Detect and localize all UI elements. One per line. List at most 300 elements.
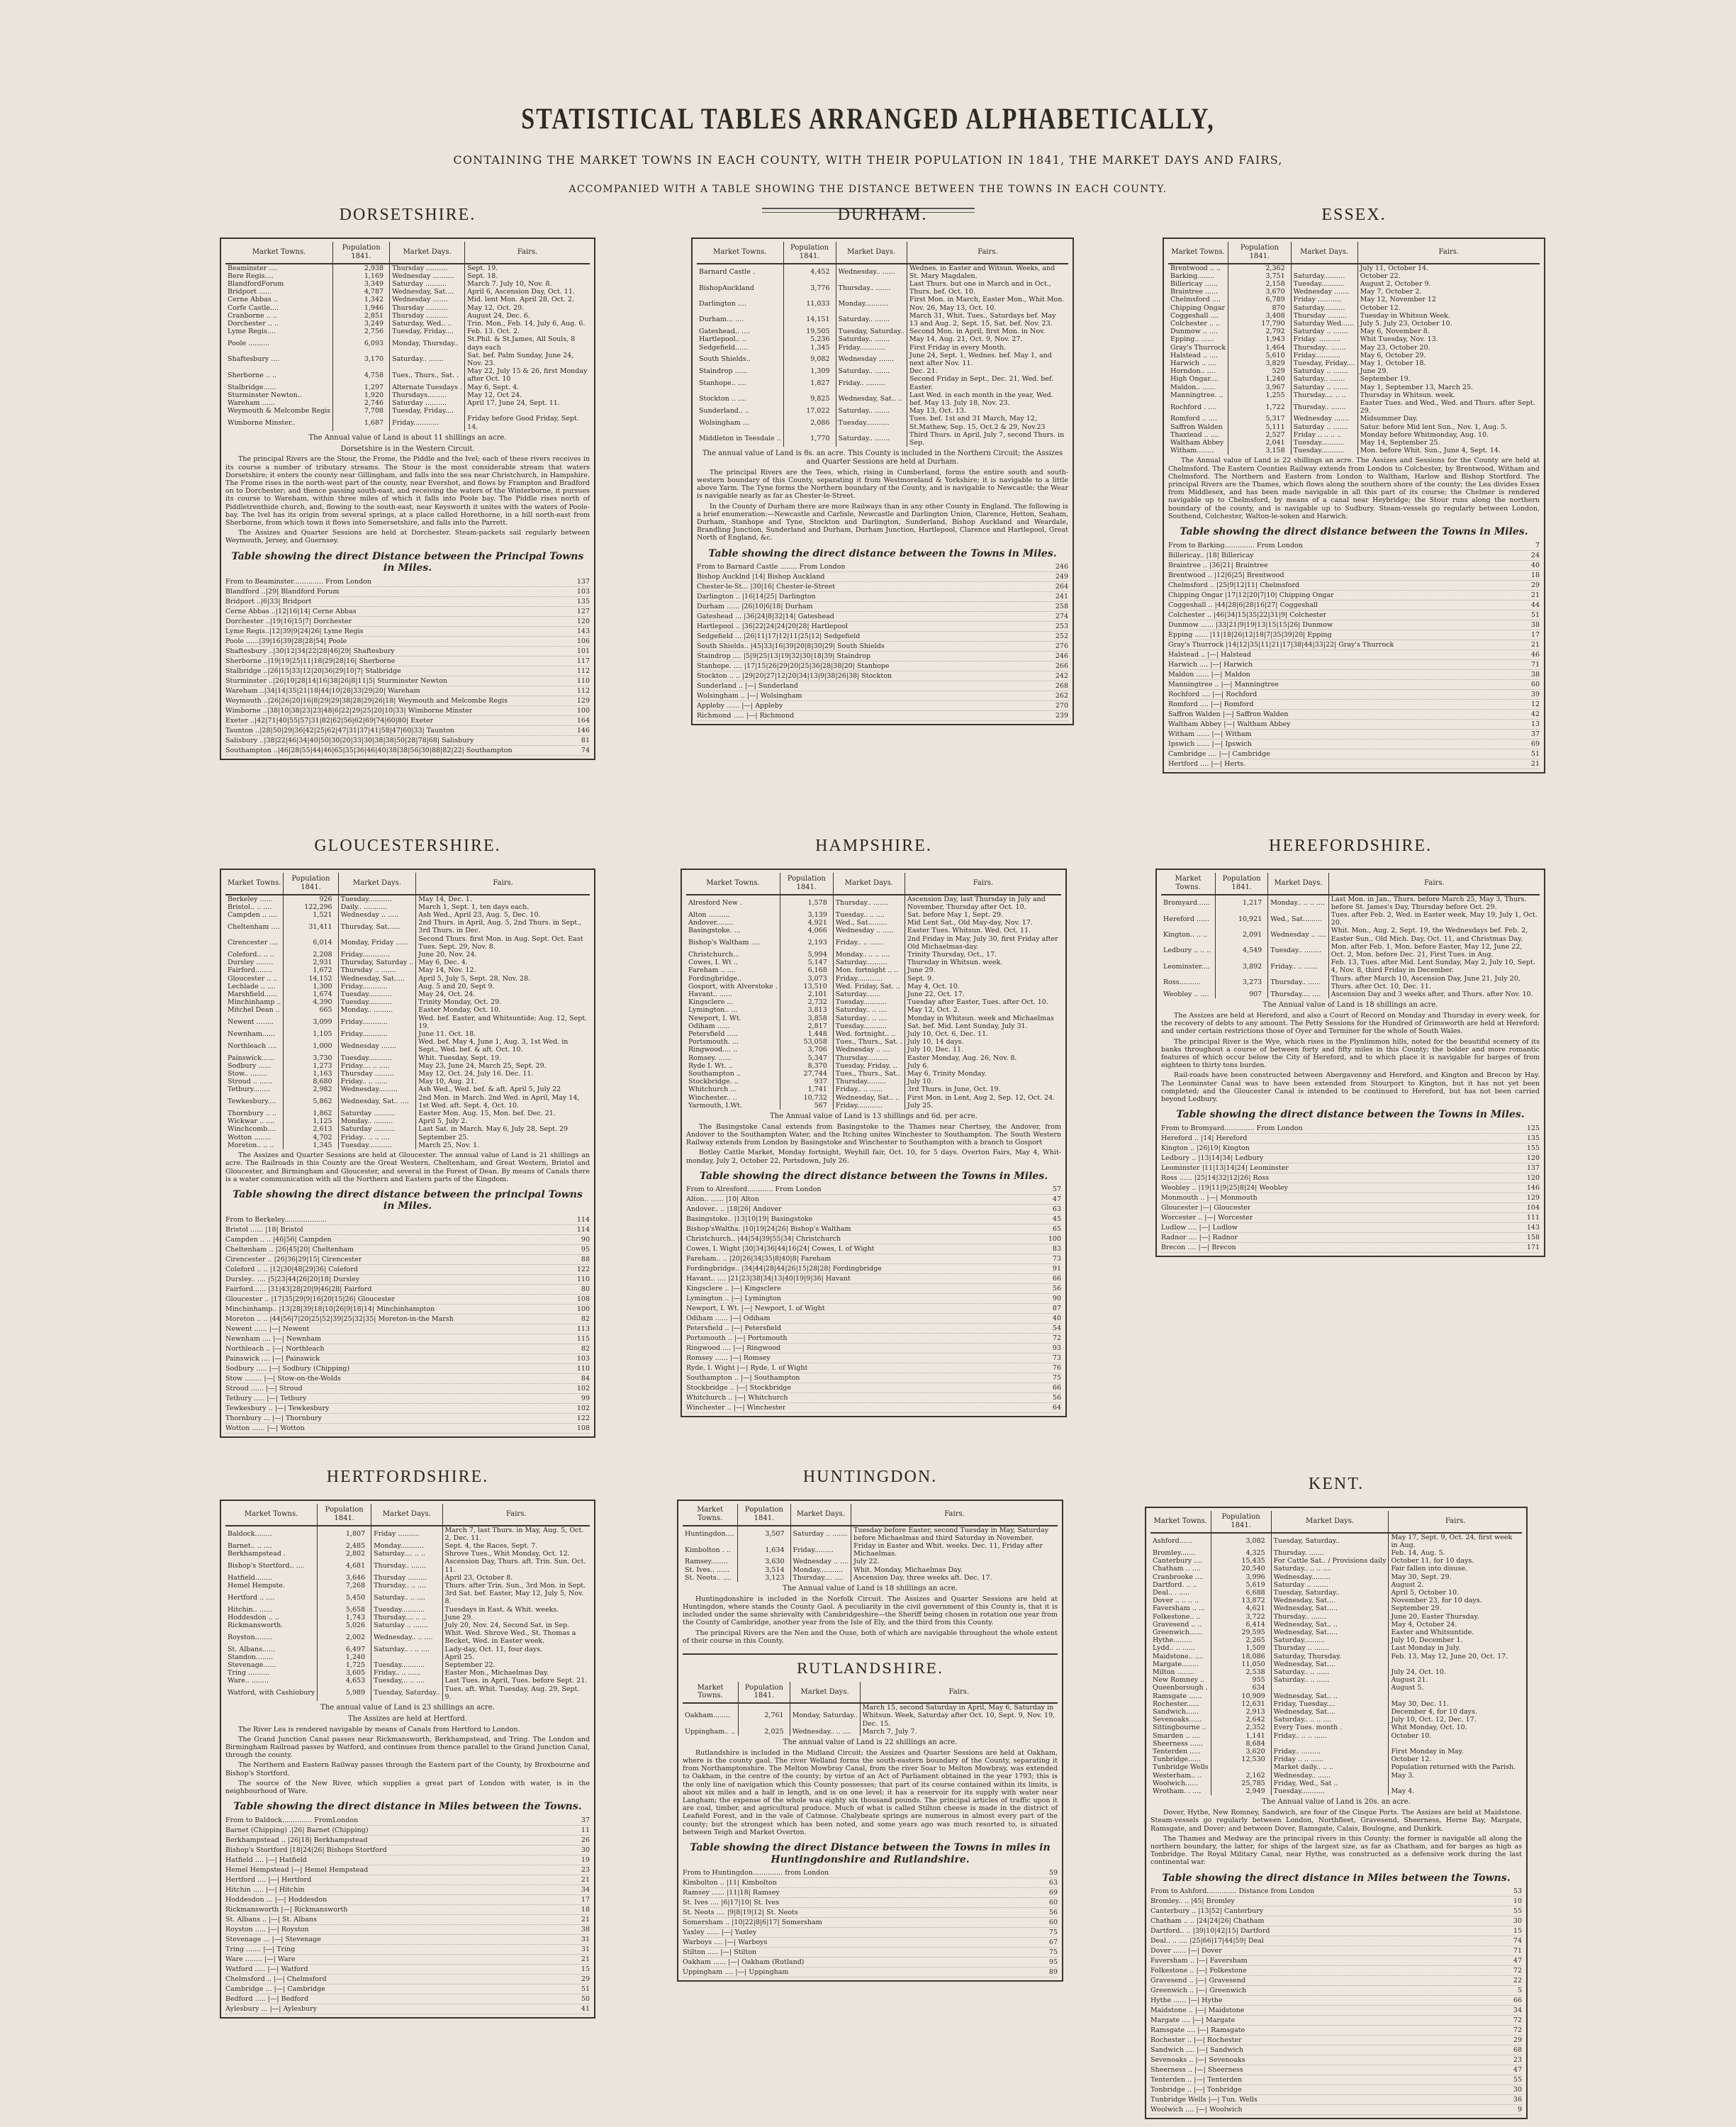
county-title: DORSETSHIRE. (339, 206, 476, 224)
distance-row (1150, 2085, 1522, 2095)
distance-towns: Sherborne ..|19|19|25|11|18|29|28|16| Sherborne (225, 657, 396, 665)
distance-from-london: 18 (1530, 571, 1540, 579)
population: 1,741 (780, 1085, 833, 1093)
col-header-towns: Market Towns. (225, 242, 333, 264)
distance-towns: Witham ...... |—| Witham (1168, 730, 1252, 738)
distance-from-london: 71 (1530, 660, 1540, 669)
market-days: Wednesday.. .. .... (371, 1629, 442, 1645)
county-title: HAMPSHIRE. (815, 837, 932, 855)
population: 2,802 (318, 1550, 371, 1558)
market-days: Saturday.. .. .. .... (1271, 1565, 1389, 1573)
table-row (225, 935, 590, 951)
market-days: Wed., Sat......... (833, 919, 905, 927)
description-paragraph: The Basingstoke Canal extends from Basingstoke to the Thames near Chertsey, the Andover, from Andover to the Southampton Water, and the Itching unites Winchester to Southampton. The South Western Railway extends from London by Basingstoke and Winchester to Southampton with a branch to Gosport (686, 1122, 1061, 1147)
fairs: 3rd Thurs. in June, Oct. 19. (907, 1085, 1001, 1094)
distance-row (1150, 1916, 1522, 1926)
town-name: Andover........ (686, 919, 780, 927)
market-towns-table (225, 242, 590, 431)
market-days: Saturday .. ....... (1291, 328, 1357, 335)
distance-row (697, 661, 1068, 671)
market-days: Tuesday........... (1291, 280, 1357, 288)
description-paragraph: The principal Rivers are the Tees, which, rising in Cumberland, forms the entire south and south-western boundary of this County, separating it from Westmoreland & Yorkshire; it is navigable to a little above Yarm. The Tyne forms the Northern boundary of the County, and is navigable to Newcastle; the Wear is navigable nearly as far as Chester-le-Street. (697, 468, 1068, 501)
distance-towns: Faversham .. |—| Faversham (1150, 1957, 1248, 1965)
fairs: March 7, last Thurs. in May, Aug. 5, Oct. 2, Dec. 11. (444, 1526, 584, 1542)
distance-row (686, 1304, 1061, 1314)
town-name: Waltham Abbey (1168, 439, 1228, 447)
distance-table-title: Table showing the direct distance in Miles between the Towns. (1162, 1872, 1511, 1884)
table-row (1168, 280, 1540, 288)
town-name: Christchurch... (686, 951, 780, 959)
distance-towns: Chelmsford .. |—| Chelmsford (225, 1975, 327, 1983)
distance-towns: Chatham .. .. |24|24|26| Chatham (1150, 1917, 1265, 1926)
fairs: Second Mon. in April, first Mon. in Nov. (909, 328, 1046, 336)
market-days: Thursday.. ....... (1271, 1613, 1389, 1621)
distance-from-london: 38 (581, 1925, 590, 1933)
distance-row (686, 1373, 1061, 1383)
distance-towns: From to Ashford.............. Distance from London (1150, 1887, 1315, 1896)
fairs: Dec. 21. (909, 367, 938, 376)
distance-from-london: 155 (1526, 1144, 1540, 1152)
fairs: Thursday in Whitsun. week. (1360, 391, 1455, 399)
distance-row (1161, 1213, 1540, 1223)
distance-towns: Stalbridge ..|26|15|33|12|20|36|29|10|7| Stalbridge (225, 666, 401, 675)
description-paragraph: The Thames and Medway are the principal rivers in this County; the former is navigable all along the northern boundary, the latter, for ships of the largest size, as far as Chatham, and for barges as high as Tonbridge. The Royal Military Canal, near Hythe, was constructed as a defensive work during the last continental war. (1150, 1834, 1522, 1867)
town-name: Bishop's Waltham .... (686, 935, 780, 951)
distance-row (225, 1955, 590, 1965)
population: 3,892 (1216, 959, 1268, 974)
distance-from-london: 239 (1055, 712, 1068, 720)
table-row (225, 903, 590, 911)
table-row (1168, 431, 1540, 439)
population: 1,807 (318, 1526, 371, 1542)
market-days: Mon. fortnight .. .. (833, 966, 905, 974)
market-days: Friday.. .. ...... (833, 935, 905, 951)
distance-row (1150, 2095, 1522, 2105)
distance-from-london: 63 (1048, 1879, 1058, 1887)
fairs: Midsummer Day. (1360, 415, 1418, 423)
table-row (225, 415, 590, 430)
market-days: Wednesday ....... (836, 352, 907, 367)
town-name: Deal.. . ..... (1150, 1589, 1211, 1597)
distance-towns: Lyme Regis..|12|39|9|24|26| Lyme Regis (225, 627, 364, 635)
population: 3,829 (1228, 359, 1292, 367)
fairs: First Mon. in March, Easter Mon., Whit Mon. Nov. 26, May 13, Oct. 10. (909, 296, 1065, 312)
population: 3,751 (1228, 272, 1292, 280)
table-row (1168, 312, 1540, 320)
table-row (225, 1070, 590, 1078)
land-value-note: The annual value of Land is 22 shillings an acre. (783, 1738, 958, 1747)
distance-towns: Portsmouth .. |—| Portsmouth (686, 1334, 788, 1343)
distance-towns: Worcester .. |—| Worcester (1161, 1213, 1253, 1222)
town-name: Ringwood.... .. (686, 1046, 780, 1054)
population: 2,208 (284, 951, 338, 959)
population: 2,732 (780, 998, 833, 1006)
distance-towns: Sevenoaks .. |—| Sevenoaks (1150, 2056, 1245, 2065)
table-row (1150, 1621, 1522, 1629)
distance-table (225, 1215, 590, 1434)
market-days: Wednesday, Sat..... (1271, 1629, 1389, 1636)
fairs: Feb. 13, May 12, June 20, Oct. 17. (1391, 1652, 1508, 1660)
distance-towns: Kingsclere .. |—| Kingsclere (686, 1285, 781, 1293)
market-days: Tuesday........... (371, 1606, 442, 1614)
distance-towns: Hemel Hempstead |—| Hemel Hempstead (225, 1865, 369, 1874)
market-days: Monday........... (371, 1542, 442, 1550)
distance-row (686, 1383, 1061, 1393)
distance-towns: From to Alresford............ From London (686, 1185, 822, 1194)
fairs: 3rd Sat. bef. Easter, May 12, July 5, Nov. 8. (444, 1590, 584, 1606)
table-row (683, 1566, 1058, 1574)
population: 926 (284, 895, 338, 903)
distance-row (1161, 1203, 1540, 1213)
county-box (1155, 869, 1545, 1257)
distance-row (1161, 1163, 1540, 1173)
population: 19,505 (783, 328, 836, 335)
table-row (697, 367, 1068, 375)
market-days: Wednesday, Sat.... (1271, 1597, 1389, 1604)
town-name: Billericay ...... (1168, 280, 1228, 288)
market-days: Saturday.. .. ...... (1271, 1668, 1389, 1676)
distance-row (697, 681, 1068, 691)
distance-row (1150, 1956, 1522, 1966)
distance-towns: Margate .... |—| Margate (1150, 2016, 1236, 2025)
distance-from-london: 66 (1052, 1384, 1061, 1392)
population: 1,448 (780, 1030, 833, 1038)
distance-row (1168, 739, 1540, 749)
table-row (225, 1141, 590, 1149)
table-row (225, 384, 590, 391)
distance-from-london: 80 (581, 1285, 590, 1293)
table-row (225, 335, 590, 351)
fairs: July 10, Oct. 6, Dec. 11. (907, 1030, 989, 1039)
distance-row (225, 1945, 590, 1955)
distance-towns: Bristol ...... |18| Bristol (225, 1225, 303, 1234)
distance-from-london: 47 (1052, 1195, 1061, 1204)
col-header-fairs: Fairs. (851, 1504, 1058, 1526)
town-name: Gateshead.. .... (697, 328, 783, 335)
table-header-row (225, 1504, 590, 1526)
distance-towns: Tring ....... |—| Tring (225, 1945, 296, 1953)
distance-towns: From to Berkeley.................... (225, 1215, 327, 1224)
population: 4,653 (318, 1677, 371, 1685)
county-essex (1163, 206, 1545, 774)
distance-table (1161, 1124, 1540, 1253)
town-name: Hythe......... (1150, 1636, 1211, 1644)
distance-from-london: 120 (1526, 1173, 1540, 1182)
col-header-towns: Market Towns. (1168, 242, 1228, 264)
table-row (225, 1038, 590, 1054)
table-header-row (683, 1682, 1058, 1704)
distance-row (1150, 1887, 1522, 1897)
distance-towns: Wimborne ..|38|10|38|23|23|48|6|22|29|25|20|10|33| Wimborne Minster (225, 706, 473, 715)
distance-from-london: 21 (581, 1915, 590, 1924)
fairs: Lady-day, Oct. 11, four days. (444, 1645, 543, 1653)
distance-towns: Gloucester .. |17|35|29|9|16|20|15|26| Gloucester (225, 1295, 396, 1303)
fairs: March 7, July 7. (862, 1727, 917, 1736)
col-header-population: Population 1841. (783, 242, 836, 264)
town-name: Ledbury .. .. .. (1161, 943, 1216, 959)
market-days: Thursday.. ....... (1291, 399, 1357, 415)
fairs: May 30, Sept. 29. (1391, 1573, 1452, 1581)
distance-from-london: 81 (581, 736, 590, 744)
table-row (225, 1629, 590, 1645)
distance-row (225, 607, 590, 617)
fairs: May 14, Dec. 1. (418, 895, 472, 903)
table-row (686, 1094, 1061, 1102)
distance-table (697, 562, 1068, 721)
distance-towns: Warboys .... |—| Warboys (683, 1938, 768, 1947)
distance-row (686, 1324, 1061, 1334)
distance-from-london: 143 (576, 627, 590, 635)
distance-from-london: 38 (1530, 620, 1540, 629)
table-row (1150, 1549, 1522, 1557)
market-days: Tuesday........... (338, 1141, 416, 1149)
land-value-note: The Annual value of Land is about 11 shillings an acre. (308, 433, 507, 442)
market-days: Friday.. .. .. .... (338, 1134, 416, 1141)
distance-towns: From to Barnard Castle ........ From London (697, 563, 846, 571)
distance-row (1168, 720, 1540, 730)
population: 5,862 (284, 1094, 338, 1110)
fairs: Trin. Mon., Feb. 14, July 6, Aug. 6. (467, 320, 586, 328)
table-row (697, 335, 1068, 343)
town-name: Ware.. ........ (225, 1677, 318, 1685)
population: 17,022 (783, 407, 836, 415)
fairs: May 1, September 13, March 25. (1360, 383, 1474, 391)
col-header-towns: Market Towns. (683, 1504, 738, 1526)
distance-towns: Southampton .. |—| Southampton (686, 1374, 800, 1383)
population: 2,938 (333, 264, 390, 272)
distance-towns: Whitchurch .. |—| Whitchurch (686, 1394, 788, 1402)
town-name: Sevenoaks...... (1150, 1716, 1211, 1724)
table-row (1150, 1636, 1522, 1644)
population: 13,872 (1211, 1597, 1271, 1604)
population: 1,141 (1211, 1732, 1271, 1740)
town-name: Canterbury .... (1150, 1557, 1211, 1565)
market-days: Friday.. .. .. ...... (1271, 1732, 1389, 1740)
market-days: Saturday, Thursday. (1271, 1653, 1389, 1660)
town-name: Alton .......... (686, 911, 780, 919)
table-row (225, 1030, 590, 1038)
distance-from-london: 120 (576, 617, 590, 625)
distance-towns: Saffron Walden |—| Saffron Walden (1168, 710, 1289, 718)
distance-row (225, 1364, 590, 1374)
distance-from-london: 262 (1055, 692, 1068, 700)
population: 1,634 (738, 1542, 790, 1558)
table-row (686, 1030, 1061, 1038)
population: 2,025 (739, 1728, 790, 1736)
town-name: Oakham........ (683, 1703, 739, 1728)
distance-from-london: 258 (1055, 603, 1068, 611)
market-days: Thursday.... .. .. (371, 1614, 442, 1621)
distance-towns: Barnet (Chipping) .|26| Barnet (Chipping) (225, 1826, 369, 1834)
distance-row (1150, 2055, 1522, 2065)
description-paragraph: The principal Rivers are the Nen and the Ouse, both of which are navigable throughout the whole extent of their course in this County. (683, 1629, 1058, 1645)
town-name: Witham........ (1168, 447, 1228, 454)
distance-from-london: 122 (576, 1265, 590, 1273)
description-paragraph: Botley Cattle Market, Monday fortnight, Weyhill fair, Oct. 10, for 5 days. Overton Fairs, May 4, Whit-monday, July 2, October 22, Portsdown, July 26. (686, 1149, 1061, 1165)
county-kent (1145, 1475, 1528, 2119)
table-row (1168, 423, 1540, 431)
distance-towns: Colchester .. |46|34|15|35|22|31|9| Colchester (1168, 610, 1327, 619)
table-row (697, 415, 1068, 430)
distance-towns: Hertford .... |—| Herts. (1168, 759, 1246, 768)
distance-towns: St. Ives .... |6|17|10| St. Ives (683, 1899, 780, 1907)
distance-row (1150, 1936, 1522, 1946)
market-days: Monday........... (790, 1566, 851, 1574)
col-header-market-days: Market Days. (790, 1682, 860, 1704)
table-row (697, 264, 1068, 280)
town-name: Southampton .. (686, 1070, 780, 1078)
table-row (225, 983, 590, 990)
fairs: May 12, Oct. 2. (907, 1006, 960, 1015)
fairs: July 25. (907, 1101, 934, 1110)
fairs: July 10. (907, 1078, 934, 1086)
distance-from-london: 30 (1513, 2086, 1522, 2094)
table-row (225, 1078, 590, 1085)
county-box (220, 238, 595, 760)
distance-row (225, 1384, 590, 1394)
fairs: July 10, Dec. 11. (907, 1046, 964, 1054)
distance-towns: Painswick .... |—| Painswick (225, 1354, 320, 1363)
market-days: Monday, Friday ...... (338, 935, 416, 951)
fairs: May 6, Trinity Monday. (907, 1070, 987, 1078)
distance-row (1161, 1183, 1540, 1193)
fairs: Aug. 5 and 20, Sept 9. (418, 982, 495, 990)
table-row (1150, 1732, 1522, 1740)
fairs: Easter Mon., Michaelmas Day. (444, 1669, 549, 1677)
fairs: April 17, June 24, Sept. 11. (467, 399, 560, 408)
table-row (225, 320, 590, 328)
town-name: Wolsingham ... (697, 415, 783, 430)
table-row (225, 1614, 590, 1621)
population: 2,041 (1228, 439, 1292, 447)
table-row (686, 1038, 1061, 1046)
distance-row (697, 622, 1068, 632)
market-days: Wednesday, Sat.... (390, 288, 465, 296)
fairs: Ascension Day, Thurs. aft. Trin. Sun. Oct. 11. (444, 1558, 586, 1574)
market-towns-table (1150, 1511, 1522, 1795)
population: 2,761 (739, 1703, 790, 1728)
fairs: July 5. July 23, October 10. (1360, 320, 1452, 328)
table-row (686, 1046, 1061, 1054)
town-name: Weymouth & Melcombe Regis (225, 407, 333, 415)
distance-from-london: 104 (1526, 1203, 1540, 1212)
table-row (697, 375, 1068, 391)
distance-row (683, 1967, 1058, 1977)
market-days: Wednesday, Sat.... (1271, 1660, 1389, 1668)
table-row (697, 296, 1068, 311)
fairs: Tuesday before Easter, second Tuesday in May, Saturday before Michaelmas and third Saturday in November. (853, 1526, 1049, 1542)
market-days: Saturday .......... (338, 1110, 416, 1117)
county-box (1145, 1507, 1528, 2119)
town-name: Tring .......... (225, 1669, 318, 1677)
distance-from-london: 29 (1513, 2036, 1522, 2045)
town-name: Darlington .... (697, 296, 783, 311)
distance-from-london: 41 (581, 2004, 590, 2013)
market-days: Friday, Wed., Sat .. (1271, 1780, 1389, 1787)
population: 6,168 (780, 966, 833, 974)
town-name: Harwich .. .... (1168, 359, 1228, 367)
distance-row (1161, 1193, 1540, 1203)
distance-from-london: 19 (581, 1855, 590, 1864)
distance-towns: Stockbridge .. |—| Stockbridge (686, 1384, 792, 1392)
distance-from-london: 15 (1513, 1927, 1522, 1936)
population: 1,342 (333, 296, 390, 303)
distance-from-london: 68 (1513, 2046, 1522, 2055)
table-row (225, 911, 590, 919)
distance-from-london: 129 (1526, 1193, 1540, 1202)
market-days: Saturday .......... (390, 399, 465, 407)
fairs: 2nd Mon. in March. 2nd Wed. in April, May 14, 1st Wed. aft. Sept. 4, Oct. 10. (418, 1093, 580, 1110)
distance-towns: Minchinhamp.. |13|28|39|18|10|26|9|18|14| Minchinhampton (225, 1305, 435, 1313)
town-name: Woolwich...... (1150, 1780, 1211, 1787)
description-paragraph: Huntingdonshire is included in the Norfolk Circuit. The Assizes and Quarter Sessions are held at Huntingdon, where stands the County Gaol. A peculiarity in the civil government of this County is, that it is included under the same shrievalty with Cambridgeshire—the Sheriff being chosen in rotation one year from the County of Cambridge, another year from the Isle of Ely, and the third from this County. (683, 1595, 1058, 1627)
distance-row (683, 1948, 1058, 1958)
distance-row (683, 1908, 1058, 1918)
town-name: Cerne Abbas .. (225, 296, 333, 303)
distance-towns: Maidstone .. |—| Maidstone (1150, 2006, 1245, 2015)
distance-towns: Coggeshall .. |44|28|6|28|16|27| Coggeshall (1168, 601, 1318, 609)
table-row (1150, 1763, 1522, 1771)
market-days: Wednesday......... (338, 1085, 416, 1093)
distance-from-london: 249 (1055, 573, 1068, 581)
town-name: Uppingham.. .. (683, 1728, 739, 1736)
table-row (225, 280, 590, 288)
description-paragraph: Dover, Hythe, New Romney, Sandwich, are four of the Cinque Ports. The Assizes are held at Maidstone. Steam-vessels go regularly between London, Northfleet, Gravesend, Sheerness, Herne Bay, Margate, Ramsgate, and Dover; and between Dover, Ramsgate, Calais, Boulogne, and Dunkirk. (1150, 1809, 1522, 1833)
market-days: Tuesday........... (338, 990, 416, 998)
distance-table-title: Table showing the direct distance between the Towns in Miles. (1180, 526, 1528, 538)
table-row (225, 367, 590, 383)
town-name: Campden .. .... (225, 911, 284, 919)
population: 15,435 (1211, 1557, 1271, 1565)
table-row (225, 1653, 590, 1661)
distance-towns: Salisbury ..|38|22|46|34|40|50|30|20|33|30|38|38|50|28|78|68| Salisbury (225, 736, 474, 744)
distance-from-london: 30 (1513, 1917, 1522, 1926)
town-name: Gosport, with Alverstoke . (686, 983, 780, 990)
market-days: Wednesday .. ..... (338, 911, 416, 919)
fairs: Sept. 18. (467, 272, 498, 280)
county-title: KENT. (1308, 1475, 1365, 1493)
distance-from-london: 129 (576, 696, 590, 705)
distance-row (1168, 561, 1540, 571)
col-header-market-days: Market Days. (836, 242, 907, 264)
town-name: Thornbury .. .. (225, 1110, 284, 1117)
distance-row (1161, 1124, 1540, 1134)
fairs: Sat. before May 1, Sept. 29. (907, 911, 1004, 919)
col-header-market-days: Market Days. (371, 1504, 442, 1526)
town-name: Stockton .. .... (697, 391, 783, 407)
market-days: Thursday. ....... (1271, 1549, 1389, 1557)
fairs: June 20, Easter Thursday. (1391, 1612, 1479, 1621)
town-name: Tunbridge Wells (1150, 1763, 1211, 1771)
table-row (686, 1022, 1061, 1030)
town-name: Portsmouth. ... (686, 1038, 780, 1046)
population: 3,514 (738, 1566, 790, 1574)
market-days: Thursday, Saturday .. (338, 959, 416, 966)
market-days: Friday............ (833, 1102, 905, 1110)
table-row (683, 1526, 1058, 1542)
town-name: Margate........ (1150, 1660, 1211, 1668)
market-days: Thursday .......... (390, 304, 465, 312)
table-row (1161, 959, 1540, 974)
fairs: August 5. (1391, 1684, 1424, 1692)
fairs: Sept. 19. (467, 264, 498, 272)
fairs: Last Mon. in Jan., Thurs. before March 25, May 3, Thurs. before St. James's Day, Thursday before Oct. 29. (1331, 895, 1527, 911)
town-name: Fairford........ (225, 966, 284, 974)
distance-row (686, 1215, 1061, 1224)
distance-towns: Newnham .... |—| Newnham (225, 1334, 321, 1343)
table-row (686, 990, 1061, 998)
distance-towns: Lymington .. |—| Lymington (686, 1295, 781, 1303)
